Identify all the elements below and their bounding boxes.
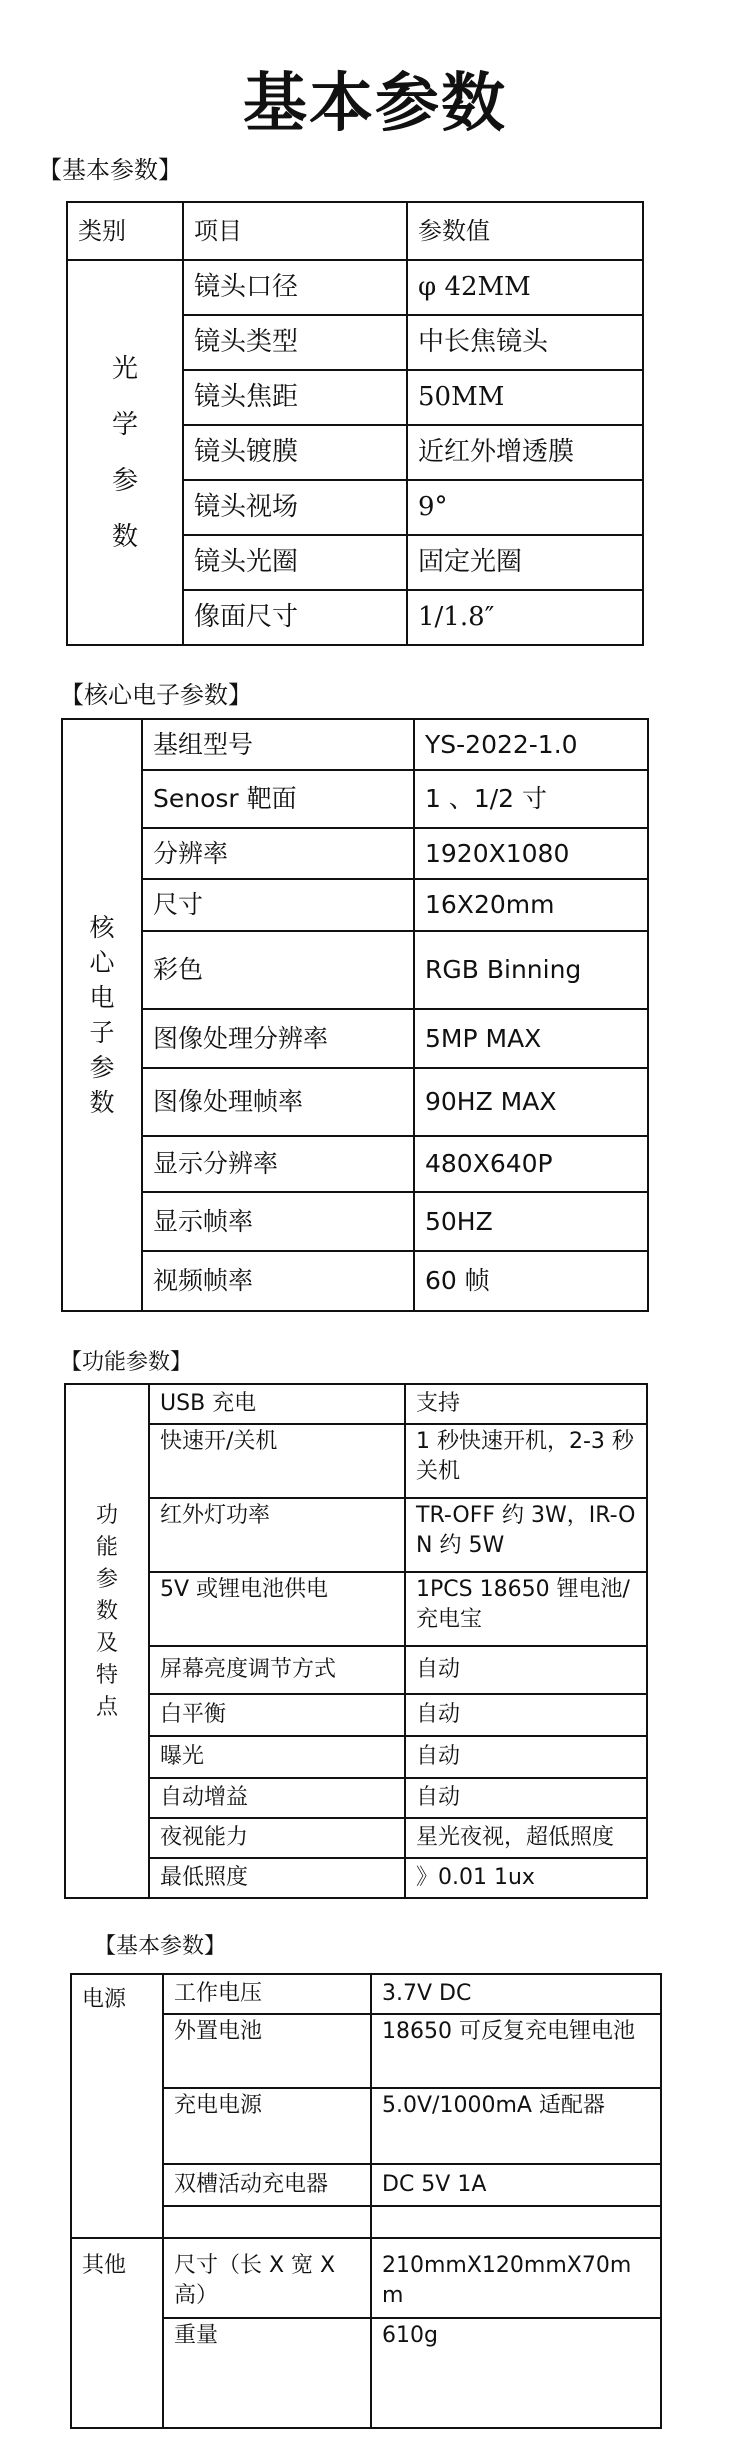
value-cell: 固定光圈 (407, 535, 643, 590)
item-cell: 重量 (163, 2318, 371, 2428)
value-cell: 1PCS 18650 锂电池/充电宝 (405, 1572, 647, 1646)
item-cell: 镜头焦距 (183, 370, 407, 425)
value-cell: 60 帧 (414, 1251, 648, 1311)
section-heading-function: 【功能参数】 (60, 1350, 193, 1375)
item-cell: 彩色 (142, 931, 414, 1009)
category-cell-core: 核 心 电 子 参 数 (62, 719, 142, 1311)
item-cell: 显示分辨率 (142, 1136, 414, 1192)
item-cell: 双槽活动充电器 (163, 2164, 371, 2206)
table-row (65, 1646, 647, 1694)
item-cell: 快速开/关机 (149, 1424, 405, 1498)
item-cell: 视频帧率 (142, 1251, 414, 1311)
section-heading-basic-2: 【基本参数】 (94, 1934, 227, 1959)
value-cell: 自动 (405, 1694, 647, 1736)
value-cell: 自动 (405, 1778, 647, 1818)
item-cell: 基组型号 (142, 719, 414, 770)
table-row (62, 719, 648, 770)
table-row (71, 1974, 661, 2014)
value-cell: 1 、1/2 寸 (414, 770, 648, 828)
item-cell: 工作电压 (163, 1974, 371, 2014)
value-cell: 50HZ (414, 1192, 648, 1251)
item-cell: 尺寸 (142, 879, 414, 931)
table-row (62, 770, 648, 828)
value-cell: φ 42MM (407, 260, 643, 315)
section-heading-core-electronics: 【核心电子参数】 (60, 681, 252, 709)
table-row (71, 2238, 661, 2318)
table-row (65, 1858, 647, 1898)
function-params-table (64, 1383, 648, 1899)
item-cell: 最低照度 (149, 1858, 405, 1898)
value-cell: 210mmX120mmX70mm (371, 2238, 661, 2318)
table-row (62, 828, 648, 879)
value-cell: 支持 (405, 1384, 647, 1424)
power-other-table (70, 1973, 662, 2429)
core-electronics-table (61, 718, 649, 1312)
group-label-other: 其他 (71, 2238, 163, 2428)
value-cell: DC 5V 1A (371, 2164, 661, 2206)
item-cell: 图像处理分辨率 (142, 1009, 414, 1068)
table-row (65, 1694, 647, 1736)
table-row (65, 1736, 647, 1778)
item-cell: 显示帧率 (142, 1192, 414, 1251)
table-row (65, 1384, 647, 1424)
value-cell: 中长焦镜头 (407, 315, 643, 370)
value-cell: 近红外增透膜 (407, 425, 643, 480)
table-row (65, 1778, 647, 1818)
header-item: 项目 (183, 202, 407, 260)
item-cell: 镜头类型 (183, 315, 407, 370)
value-cell: TR-OFF 约 3W，IR-ON 约 5W (405, 1498, 647, 1572)
value-cell: 480X640P (414, 1136, 648, 1192)
value-cell: YS-2022-1.0 (414, 719, 648, 770)
table-header-row (67, 202, 643, 260)
table-row (62, 879, 648, 931)
table-row (62, 1192, 648, 1251)
value-cell: 5.0V/1000mA 适配器 (371, 2088, 661, 2164)
table-row (65, 1498, 647, 1572)
item-cell: 镜头镀膜 (183, 425, 407, 480)
item-cell: 白平衡 (149, 1694, 405, 1736)
header-value: 参数值 (407, 202, 643, 260)
value-cell: 1/1.8″ (407, 590, 643, 645)
table-row (62, 1136, 648, 1192)
item-cell: 夜视能力 (149, 1818, 405, 1858)
item-cell: 自动增益 (149, 1778, 405, 1818)
value-cell: 9° (407, 480, 643, 535)
section-heading-basic: 【基本参数】 (38, 156, 182, 184)
item-cell: 充电电源 (163, 2088, 371, 2164)
item-cell: 红外灯功率 (149, 1498, 405, 1572)
table-row (62, 1068, 648, 1136)
value-cell: 》0.01 1ux (405, 1858, 647, 1898)
item-cell: 外置电池 (163, 2014, 371, 2088)
value-cell: RGB Binning (414, 931, 648, 1009)
item-cell: 5V 或锂电池供电 (149, 1572, 405, 1646)
header-category: 类别 (67, 202, 183, 260)
table-row (67, 260, 643, 315)
item-cell: 镜头光圈 (183, 535, 407, 590)
value-cell: 18650 可反复充电锂电池 (371, 2014, 661, 2088)
table-row (62, 931, 648, 1009)
item-cell: 镜头口径 (183, 260, 407, 315)
value-cell: 5MP MAX (414, 1009, 648, 1068)
value-cell: 3.7V DC (371, 1974, 661, 2014)
item-cell: 分辨率 (142, 828, 414, 879)
item-cell: 像面尺寸 (183, 590, 407, 645)
table-row (65, 1818, 647, 1858)
value-cell: 自动 (405, 1646, 647, 1694)
item-cell: Senosr 靶面 (142, 770, 414, 828)
item-cell (163, 2206, 371, 2238)
category-cell-function: 功 能 参 数 及 特 点 (65, 1384, 149, 1898)
item-cell: 图像处理帧率 (142, 1068, 414, 1136)
table-row (65, 1572, 647, 1646)
table-row (62, 1009, 648, 1068)
value-cell: 1920X1080 (414, 828, 648, 879)
value-cell: 50MM (407, 370, 643, 425)
value-cell: 610g (371, 2318, 661, 2428)
item-cell: USB 充电 (149, 1384, 405, 1424)
page-title: 基本参数 (243, 67, 507, 141)
item-cell: 屏幕亮度调节方式 (149, 1646, 405, 1694)
category-cell-optical: 光 学 参 数 (67, 260, 183, 645)
item-cell: 曝光 (149, 1736, 405, 1778)
group-label-power: 电源 (71, 1974, 163, 2238)
value-cell: 16X20mm (414, 879, 648, 931)
value-cell (371, 2206, 661, 2238)
value-cell: 星光夜视，超低照度 (405, 1818, 647, 1858)
table-row (65, 1424, 647, 1498)
item-cell: 镜头视场 (183, 480, 407, 535)
value-cell: 90HZ MAX (414, 1068, 648, 1136)
value-cell: 自动 (405, 1736, 647, 1778)
table-row (62, 1251, 648, 1311)
item-cell: 尺寸（长 X 宽 X 高） (163, 2238, 371, 2318)
optical-params-table (66, 201, 644, 646)
value-cell: 1 秒快速开机，2-3 秒关机 (405, 1424, 647, 1498)
